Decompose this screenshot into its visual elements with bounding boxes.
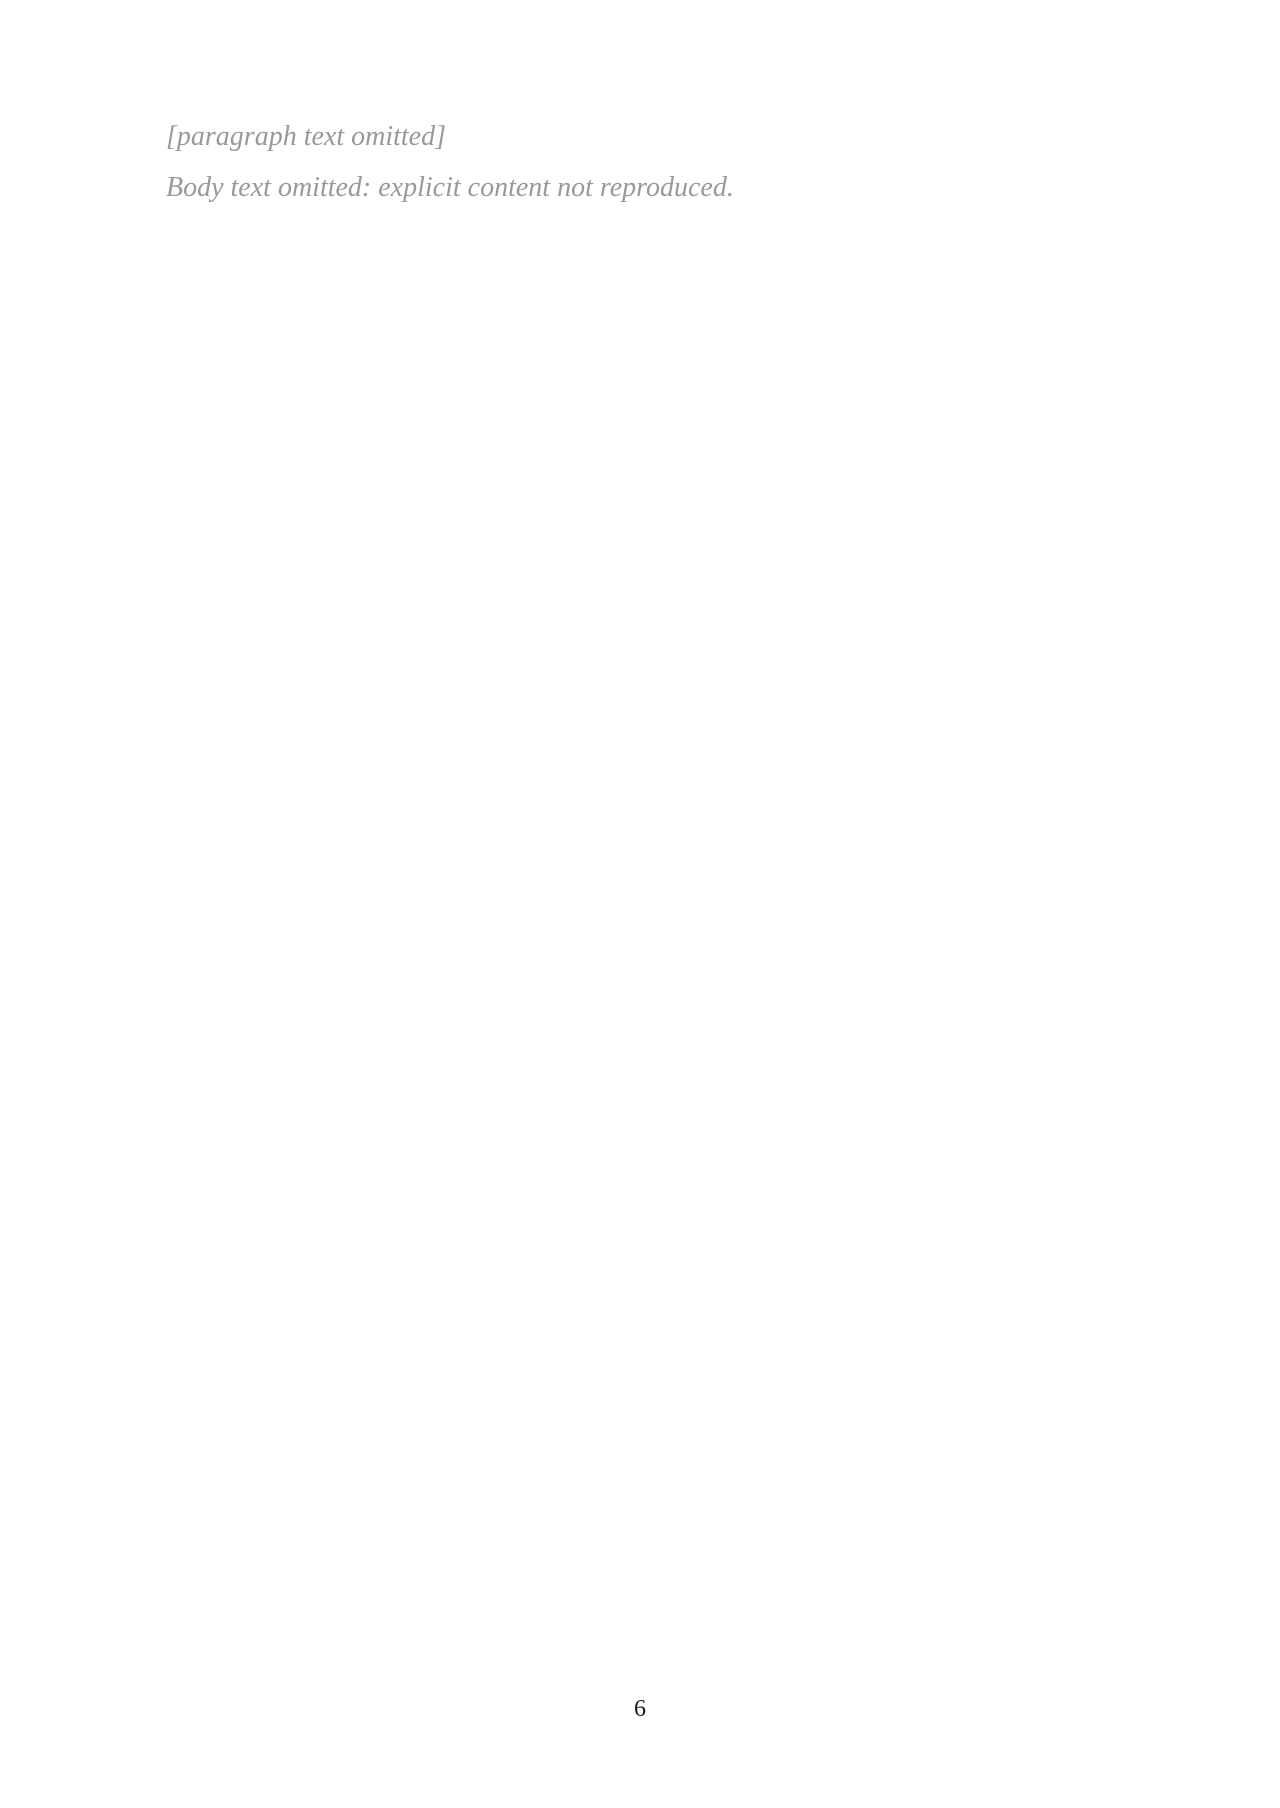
paragraph-placeholder: [paragraph text omitted] [166, 121, 446, 152]
omission-note: Body text omitted: explicit content not reproduced. [166, 171, 734, 203]
text-block [110, 115, 1170, 217]
page-number: 6 [634, 1696, 646, 1722]
